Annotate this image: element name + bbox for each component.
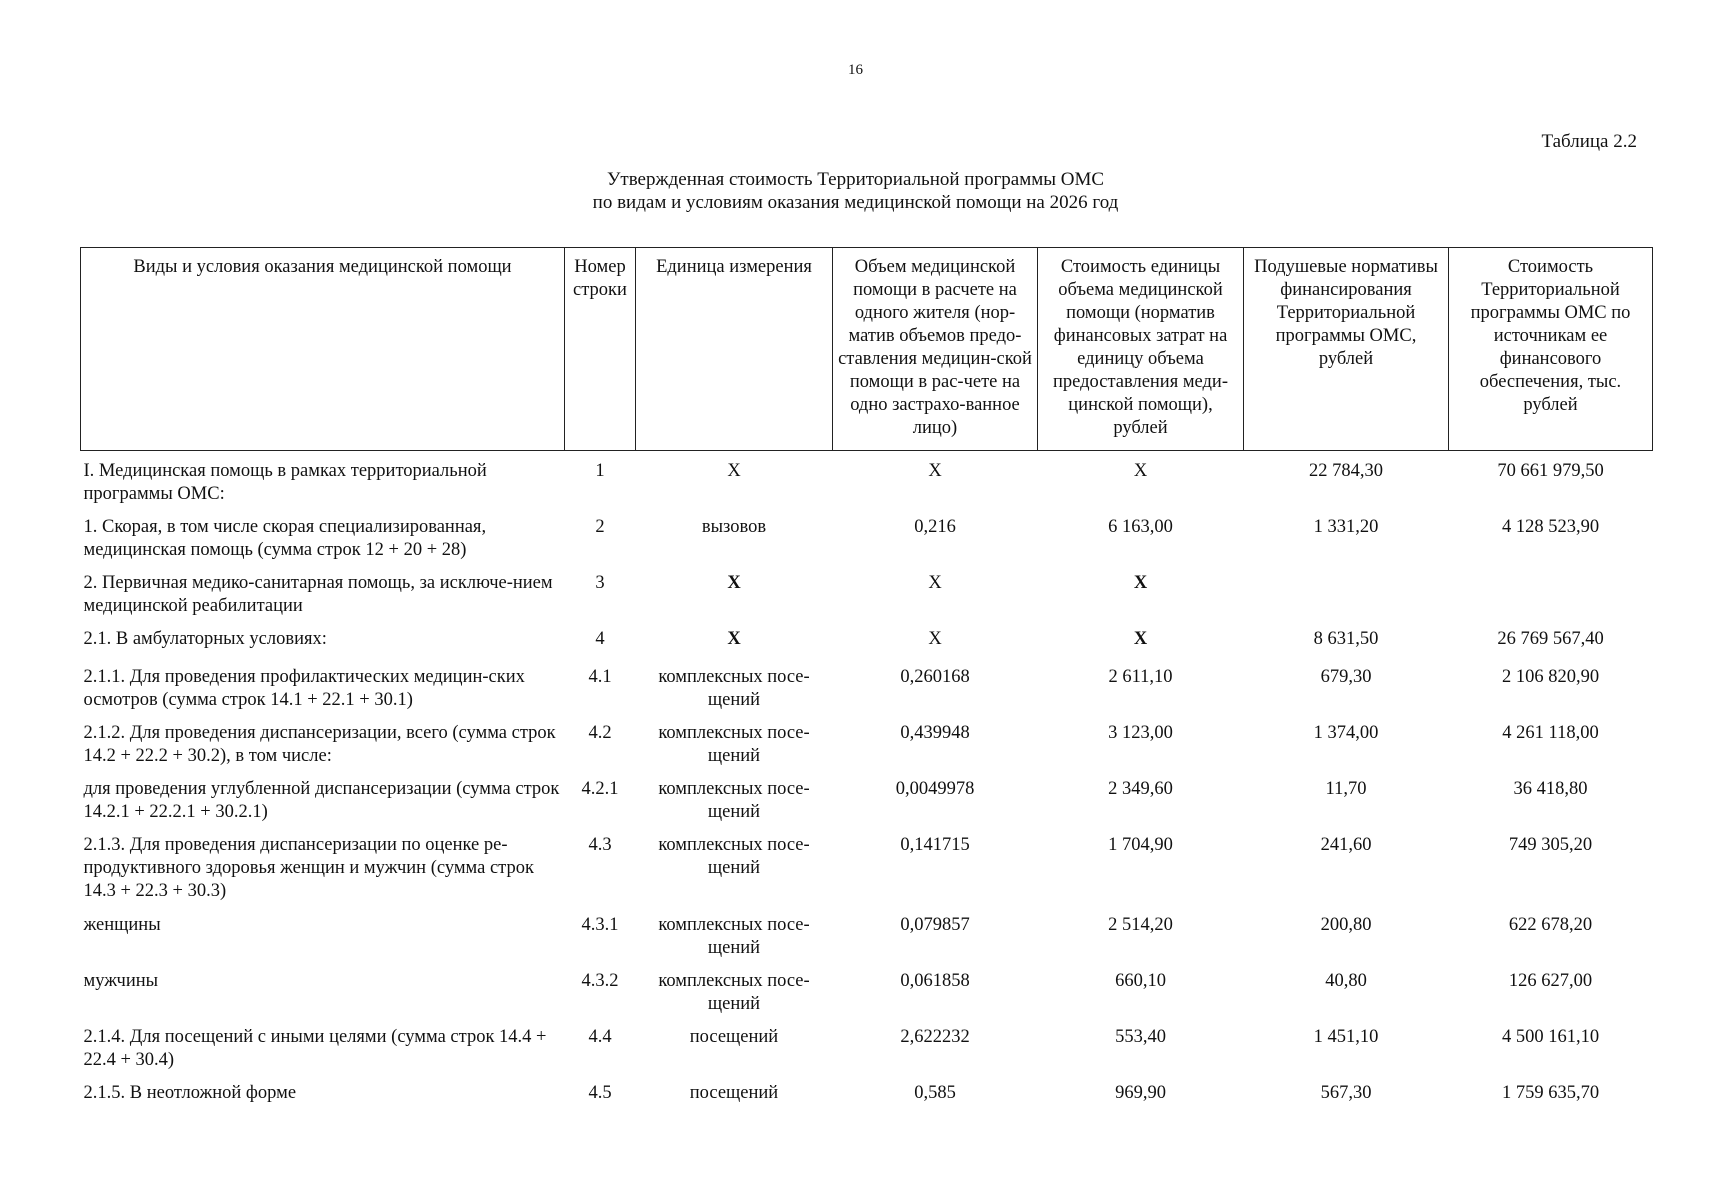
- row-name: 2. Первичная медико-санитарная помощь, за исключе-нием медицинской реабилитации: [83, 572, 553, 616]
- table-row: [81, 657, 1653, 713]
- row-name: I. Медицинская помощь в рамках территориальной программы ОМС:: [83, 461, 487, 504]
- row-number: 4: [595, 628, 605, 649]
- table-row: [81, 619, 1653, 657]
- row-per-capita: 200,80: [1320, 914, 1372, 935]
- row-volume: Х: [928, 461, 942, 481]
- row-name: 1. Скорая, в том числе скорая специализированная, медицинская помощь (сумма строк 12 + 20 + 28): [83, 516, 487, 560]
- row-name: 2.1. В амбулаторных условиях:: [83, 628, 327, 649]
- row-total: 4 500 161,10: [1501, 1026, 1600, 1047]
- row-unit: посещений: [689, 1082, 779, 1103]
- row-total: [1449, 563, 1653, 619]
- table-title: [0, 168, 1711, 214]
- row-number: 4.2: [588, 722, 612, 743]
- row-per-capita: 1 451,10: [1313, 1026, 1379, 1047]
- row-total: 4 128 523,90: [1501, 516, 1600, 537]
- row-volume: Х: [928, 572, 942, 593]
- row-cost: 969,90: [1115, 1082, 1166, 1103]
- row-cost: 1 704,90: [1108, 834, 1173, 855]
- row-number: 4.3: [588, 834, 612, 855]
- header-unit-cost: Стоимость единицы объема медицинской помощи (норматив финансовых затрат на единицу объема предоставления меди-цинской помощи), рублей: [1038, 248, 1244, 451]
- row-per-capita: 1 374,00: [1313, 722, 1379, 743]
- row-volume: 0,216: [914, 516, 956, 537]
- row-cost: 2 611,10: [1108, 666, 1173, 687]
- header-unit: Единица измерения: [636, 248, 833, 451]
- row-number: 4.2.1: [581, 778, 619, 799]
- row-total: 36 418,80: [1513, 778, 1588, 799]
- row-total: 126 627,00: [1508, 970, 1593, 991]
- row-cost: 660,10: [1115, 970, 1166, 991]
- row-name: 2.1.2. Для проведения диспансеризации, всего (сумма строк 14.2 + 22.2 + 30.2), в том числе:: [83, 722, 556, 766]
- header-per-capita: Подушевые нормативы финансирования Территориальной программы ОМС, рублей: [1244, 248, 1449, 451]
- table-label: Таблица 2.2: [1541, 131, 1637, 152]
- header-row: [81, 248, 1653, 451]
- row-unit: комплексных посе-щений: [658, 666, 810, 710]
- row-total: 1 759 635,70: [1501, 1082, 1600, 1103]
- header-types: Виды и условия оказания медицинской помощи: [81, 248, 565, 451]
- table-row: [81, 825, 1653, 905]
- row-unit: комплексных посе-щений: [658, 914, 810, 958]
- title-line-1: Утвержденная стоимость Территориальной программы ОМС: [606, 169, 1105, 190]
- row-cost: Х: [1133, 572, 1148, 593]
- row-volume: Х: [928, 628, 942, 649]
- row-volume: 0,260168: [900, 666, 970, 687]
- row-per-capita: 1 331,20: [1313, 516, 1379, 537]
- row-volume: 0,079857: [900, 914, 970, 935]
- row-total: 622 678,20: [1508, 914, 1593, 935]
- row-volume: 0,141715: [900, 834, 970, 855]
- row-cost: 553,40: [1115, 1026, 1166, 1047]
- row-total: 749 305,20: [1508, 834, 1593, 855]
- title-line-2: по видам и условиям оказания медицинской помощи на 2026 год: [592, 192, 1119, 213]
- cost-table: [80, 247, 1653, 1111]
- row-number: 4.1: [588, 666, 612, 687]
- row-per-capita: 679,30: [1320, 666, 1372, 687]
- row-per-capita: 8 631,50: [1313, 628, 1379, 649]
- row-unit: комплексных посе-щений: [658, 722, 810, 766]
- row-volume: 0,0049978: [895, 778, 975, 799]
- row-unit: Х: [727, 572, 741, 593]
- row-name: 2.1.5. В неотложной форме: [83, 1082, 297, 1103]
- row-per-capita: 40,80: [1325, 970, 1367, 991]
- table-row: [81, 451, 1653, 507]
- table-row: [81, 713, 1653, 769]
- row-total: 4 261 118,00: [1502, 722, 1599, 743]
- row-total: 70 661 979,50: [1497, 461, 1604, 481]
- header-row-number: Номер строки: [565, 248, 636, 451]
- row-cost: 6 163,00: [1108, 516, 1173, 537]
- row-per-capita: 11,70: [1325, 778, 1367, 799]
- table-row: [81, 961, 1653, 1017]
- row-unit: вызовов: [701, 516, 767, 537]
- row-name: мужчины: [83, 970, 159, 991]
- row-cost: 2 349,60: [1108, 778, 1173, 799]
- row-unit: комплексных посе-щений: [658, 834, 810, 878]
- row-cost: Х: [1133, 461, 1148, 481]
- row-unit: комплексных посе-щений: [658, 778, 810, 822]
- row-name: 2.1.4. Для посещений с иными целями (сумма строк 14.4 + 22.4 + 30.4): [83, 1026, 547, 1070]
- row-number: 4.4: [588, 1026, 612, 1047]
- row-volume: 0,439948: [900, 722, 970, 743]
- table-row: [81, 507, 1653, 563]
- row-number: 4.3.2: [581, 970, 619, 991]
- row-name: 2.1.3. Для проведения диспансеризации по оценке ре-продуктивного здоровья женщин и мужчин (сумма строк 14.3 + 22.3 + 30.3): [83, 834, 534, 901]
- row-number: 1: [595, 461, 605, 481]
- table-row: [81, 1017, 1653, 1073]
- row-cost: Х: [1133, 628, 1148, 649]
- row-number: 4.3.1: [581, 914, 619, 935]
- row-unit: комплексных посе-щений: [658, 970, 810, 1014]
- row-number: 2: [595, 516, 605, 537]
- row-total: 26 769 567,40: [1497, 628, 1604, 649]
- row-unit: посещений: [689, 1026, 779, 1047]
- table-row: [81, 905, 1653, 961]
- table-row: [81, 563, 1653, 619]
- row-per-capita: 567,30: [1320, 1082, 1372, 1103]
- row-cost: 3 123,00: [1108, 722, 1173, 743]
- row-volume: 0,061858: [900, 970, 970, 991]
- row-per-capita: 22 784,30: [1309, 461, 1383, 481]
- row-total: 2 106 820,90: [1501, 666, 1600, 687]
- row-number: 3: [595, 572, 605, 593]
- header-total-cost: Стоимость Территориальной программы ОМС по источникам ее финансового обеспечения, тыс. рублей: [1449, 248, 1653, 451]
- row-name: женщины: [83, 914, 161, 935]
- row-name: 2.1.1. Для проведения профилактических медицин-ских осмотров (сумма строк 14.1 + 22.1 + 30.1): [83, 666, 525, 710]
- row-name: для проведения углубленной диспансеризации (сумма строк 14.2.1 + 22.2.1 + 30.2.1): [83, 778, 560, 822]
- row-unit: Х: [727, 628, 741, 649]
- row-per-capita: [1244, 563, 1449, 619]
- row-unit: Х: [727, 461, 741, 481]
- row-volume: 2,622232: [900, 1026, 970, 1047]
- page-number: 16: [848, 62, 863, 78]
- table-row: [81, 1073, 1653, 1111]
- row-number: 4.5: [588, 1082, 612, 1103]
- row-volume: 0,585: [914, 1082, 956, 1103]
- row-per-capita: 241,60: [1320, 834, 1372, 855]
- table-row: [81, 769, 1653, 825]
- header-volume: Объем медицинской помощи в расчете на одного жителя (нор-матив объемов предо-ставления медицин-ской помощи в рас-чете на одно застрахо-ванное лицо): [833, 248, 1038, 451]
- row-cost: 2 514,20: [1108, 914, 1173, 935]
